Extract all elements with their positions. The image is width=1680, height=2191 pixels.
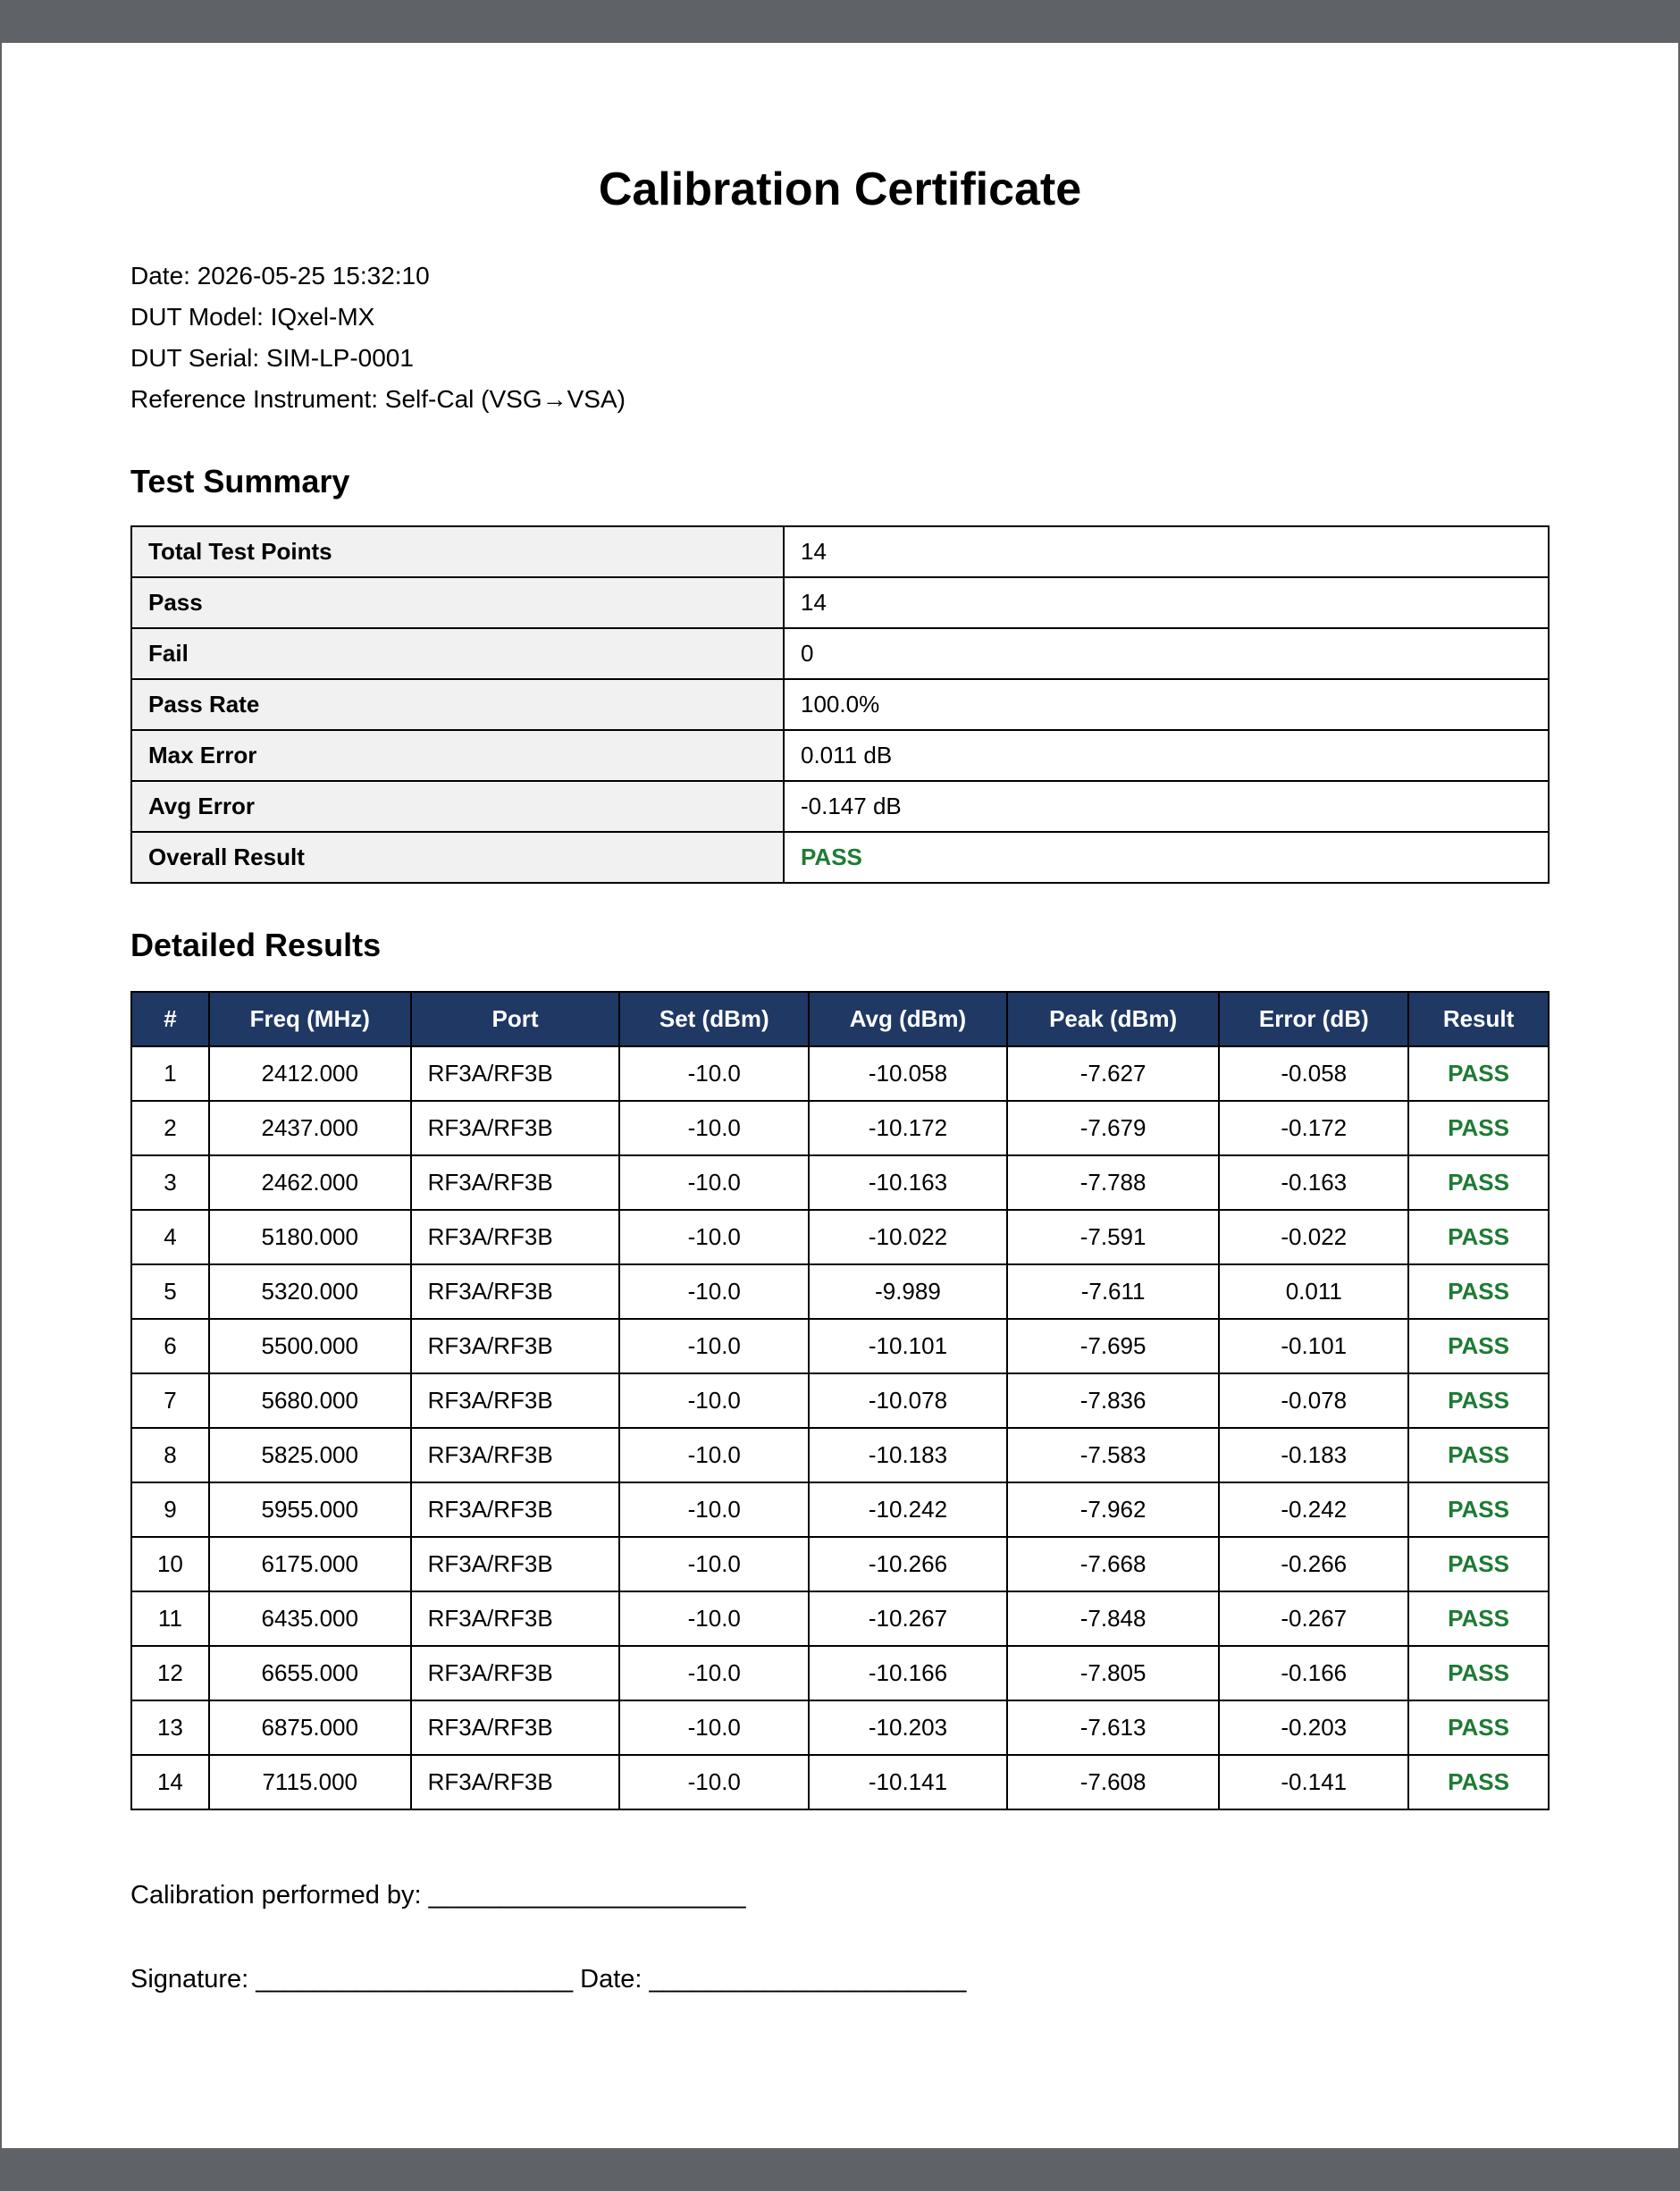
cell-set: -10.0	[619, 1700, 809, 1755]
meta-reference-instrument: Reference Instrument: Self-Cal (VSG→VSA)	[130, 385, 626, 413]
cell-error: -0.172	[1219, 1101, 1408, 1155]
cell-avg: -10.203	[809, 1700, 1007, 1755]
summary-label: Avg Error	[131, 781, 784, 832]
summary-value: 0.011 dB	[784, 730, 1549, 781]
cell-port: RF3A/RF3B	[411, 1101, 620, 1155]
cell-peak: -7.695	[1007, 1319, 1220, 1373]
cell-index: 5	[131, 1264, 209, 1319]
cell-port: RF3A/RF3B	[411, 1319, 620, 1373]
cell-avg: -10.166	[809, 1646, 1007, 1700]
cell-index: 4	[131, 1210, 209, 1264]
summary-row	[131, 730, 1549, 781]
column-header: Freq (MHz)	[209, 992, 411, 1046]
cell-error: -0.183	[1219, 1428, 1408, 1482]
cell-set: -10.0	[619, 1373, 809, 1428]
cell-set: -10.0	[619, 1591, 809, 1646]
cell-port: RF3A/RF3B	[411, 1755, 620, 1809]
cell-result: PASS	[1408, 1591, 1549, 1646]
details-heading: Detailed Results	[130, 927, 382, 963]
page-title: Calibration Certificate	[598, 164, 1082, 215]
table-row	[131, 1646, 1549, 1700]
summary-label: Fail	[131, 628, 784, 679]
cell-avg: -10.022	[809, 1210, 1007, 1264]
summary-label: Max Error	[131, 730, 784, 781]
cell-set: -10.0	[619, 1319, 809, 1373]
cell-port: RF3A/RF3B	[411, 1428, 620, 1482]
meta-dut-serial: DUT Serial: SIM-LP-0001	[130, 344, 414, 372]
cell-peak: -7.962	[1007, 1482, 1220, 1537]
column-header: Port	[411, 992, 620, 1046]
cell-set: -10.0	[619, 1482, 809, 1537]
cell-port: RF3A/RF3B	[411, 1373, 620, 1428]
cell-peak: -7.805	[1007, 1646, 1220, 1700]
summary-value: -0.147 dB	[784, 781, 1549, 832]
cell-index: 14	[131, 1755, 209, 1809]
cell-freq: 2462.000	[209, 1155, 411, 1210]
cell-result: PASS	[1408, 1537, 1549, 1591]
cell-avg: -10.058	[809, 1046, 1007, 1101]
column-header: Error (dB)	[1219, 992, 1408, 1046]
cell-result: PASS	[1408, 1646, 1549, 1700]
cell-port: RF3A/RF3B	[411, 1210, 620, 1264]
cell-result: PASS	[1408, 1428, 1549, 1482]
cell-avg: -10.141	[809, 1755, 1007, 1809]
cell-error: 0.011	[1219, 1264, 1408, 1319]
cell-avg: -10.163	[809, 1155, 1007, 1210]
cell-error: -0.058	[1219, 1046, 1408, 1101]
cell-freq: 5320.000	[209, 1264, 411, 1319]
table-row	[131, 1319, 1549, 1373]
summary-row	[131, 679, 1549, 730]
column-header: Avg (dBm)	[809, 992, 1007, 1046]
cell-peak: -7.608	[1007, 1755, 1220, 1809]
cell-set: -10.0	[619, 1101, 809, 1155]
cell-peak: -7.591	[1007, 1210, 1220, 1264]
cell-error: -0.163	[1219, 1155, 1408, 1210]
cell-peak: -7.668	[1007, 1537, 1220, 1591]
cell-set: -10.0	[619, 1155, 809, 1210]
meta-dut-model: DUT Model: IQxel-MX	[130, 303, 375, 331]
summary-row	[131, 832, 1549, 883]
cell-set: -10.0	[619, 1646, 809, 1700]
cell-peak: -7.627	[1007, 1046, 1220, 1101]
performed-by-line: Calibration performed by: ______________________	[130, 1881, 746, 1910]
cell-port: RF3A/RF3B	[411, 1646, 620, 1700]
summary-value: 14	[784, 577, 1549, 628]
cell-port: RF3A/RF3B	[411, 1537, 620, 1591]
summary-row	[131, 628, 1549, 679]
column-header: Set (dBm)	[619, 992, 809, 1046]
cell-peak: -7.788	[1007, 1155, 1220, 1210]
cell-port: RF3A/RF3B	[411, 1591, 620, 1646]
details-table	[130, 991, 1550, 1810]
cell-error: -0.267	[1219, 1591, 1408, 1646]
table-row	[131, 1700, 1549, 1755]
table-row	[131, 1591, 1549, 1646]
cell-error: -0.141	[1219, 1755, 1408, 1809]
cell-avg: -10.183	[809, 1428, 1007, 1482]
cell-set: -10.0	[619, 1210, 809, 1264]
cell-result: PASS	[1408, 1264, 1549, 1319]
cell-peak: -7.679	[1007, 1101, 1220, 1155]
cell-index: 6	[131, 1319, 209, 1373]
cell-port: RF3A/RF3B	[411, 1482, 620, 1537]
cell-error: -0.242	[1219, 1482, 1408, 1537]
summary-label: Pass	[131, 577, 784, 628]
summary-label: Overall Result	[131, 832, 784, 883]
document-page	[2, 43, 1678, 2148]
cell-freq: 5680.000	[209, 1373, 411, 1428]
cell-index: 9	[131, 1482, 209, 1537]
cell-result: PASS	[1408, 1373, 1549, 1428]
cell-avg: -10.101	[809, 1319, 1007, 1373]
cell-freq: 2412.000	[209, 1046, 411, 1101]
cell-index: 11	[131, 1591, 209, 1646]
cell-error: -0.022	[1219, 1210, 1408, 1264]
cell-index: 2	[131, 1101, 209, 1155]
cell-avg: -10.078	[809, 1373, 1007, 1428]
summary-value: 14	[784, 526, 1549, 577]
cell-error: -0.203	[1219, 1700, 1408, 1755]
cell-set: -10.0	[619, 1537, 809, 1591]
table-row	[131, 1046, 1549, 1101]
summary-table	[130, 525, 1550, 884]
cell-index: 3	[131, 1155, 209, 1210]
cell-freq: 5955.000	[209, 1482, 411, 1537]
details-header-row	[131, 992, 1549, 1046]
summary-value: 100.0%	[784, 679, 1549, 730]
cell-index: 7	[131, 1373, 209, 1428]
cell-peak: -7.583	[1007, 1428, 1220, 1482]
cell-error: -0.078	[1219, 1373, 1408, 1428]
table-row	[131, 1264, 1549, 1319]
summary-row	[131, 781, 1549, 832]
cell-result: PASS	[1408, 1046, 1549, 1101]
column-header: Result	[1408, 992, 1549, 1046]
table-row	[131, 1755, 1549, 1809]
cell-error: -0.266	[1219, 1537, 1408, 1591]
meta-date: Date: 2026-05-25 15:32:10	[130, 262, 430, 290]
table-row	[131, 1210, 1549, 1264]
cell-error: -0.101	[1219, 1319, 1408, 1373]
cell-result: PASS	[1408, 1482, 1549, 1537]
cell-index: 12	[131, 1646, 209, 1700]
column-header: Peak (dBm)	[1007, 992, 1220, 1046]
cell-result: PASS	[1408, 1319, 1549, 1373]
column-header: #	[131, 992, 209, 1046]
cell-index: 13	[131, 1700, 209, 1755]
cell-freq: 6175.000	[209, 1537, 411, 1591]
cell-port: RF3A/RF3B	[411, 1155, 620, 1210]
cell-peak: -7.836	[1007, 1373, 1220, 1428]
cell-avg: -10.266	[809, 1537, 1007, 1591]
cell-error: -0.166	[1219, 1646, 1408, 1700]
table-row	[131, 1428, 1549, 1482]
cell-index: 1	[131, 1046, 209, 1101]
summary-value: 0	[784, 628, 1549, 679]
cell-avg: -10.172	[809, 1101, 1007, 1155]
cell-result: PASS	[1408, 1700, 1549, 1755]
overall-result-badge: PASS	[784, 832, 1549, 883]
cell-port: RF3A/RF3B	[411, 1700, 620, 1755]
table-row	[131, 1373, 1549, 1428]
cell-result: PASS	[1408, 1755, 1549, 1809]
table-row	[131, 1101, 1549, 1155]
table-row	[131, 1537, 1549, 1591]
cell-result: PASS	[1408, 1155, 1549, 1210]
cell-port: RF3A/RF3B	[411, 1264, 620, 1319]
cell-result: PASS	[1408, 1101, 1549, 1155]
cell-freq: 6655.000	[209, 1646, 411, 1700]
cell-freq: 6875.000	[209, 1700, 411, 1755]
cell-result: PASS	[1408, 1210, 1549, 1264]
signature-line: Signature: ______________________ Date: ______________________	[130, 1965, 967, 1994]
cell-peak: -7.613	[1007, 1700, 1220, 1755]
summary-label: Total Test Points	[131, 526, 784, 577]
cell-set: -10.0	[619, 1428, 809, 1482]
cell-freq: 7115.000	[209, 1755, 411, 1809]
cell-set: -10.0	[619, 1046, 809, 1101]
summary-label: Pass Rate	[131, 679, 784, 730]
cell-port: RF3A/RF3B	[411, 1046, 620, 1101]
cell-index: 8	[131, 1428, 209, 1482]
cell-set: -10.0	[619, 1264, 809, 1319]
cell-avg: -9.989	[809, 1264, 1007, 1319]
details-body	[131, 1046, 1549, 1809]
cell-freq: 5180.000	[209, 1210, 411, 1264]
cell-freq: 2437.000	[209, 1101, 411, 1155]
summary-heading: Test Summary	[130, 463, 350, 499]
table-row	[131, 1482, 1549, 1537]
cell-set: -10.0	[619, 1755, 809, 1809]
summary-row	[131, 526, 1549, 577]
cell-avg: -10.267	[809, 1591, 1007, 1646]
signature-block	[130, 1875, 1550, 2000]
cell-peak: -7.611	[1007, 1264, 1220, 1319]
table-row	[131, 1155, 1549, 1210]
cell-avg: -10.242	[809, 1482, 1007, 1537]
summary-row	[131, 577, 1549, 628]
cell-peak: -7.848	[1007, 1591, 1220, 1646]
cell-freq: 5825.000	[209, 1428, 411, 1482]
certificate-meta	[130, 256, 1550, 420]
cell-freq: 5500.000	[209, 1319, 411, 1373]
cell-freq: 6435.000	[209, 1591, 411, 1646]
cell-index: 10	[131, 1537, 209, 1591]
